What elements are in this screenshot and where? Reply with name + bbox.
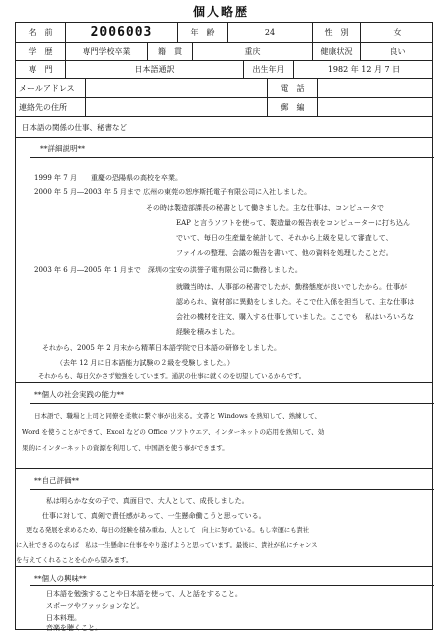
page-title: 個人略歴 (192, 5, 249, 19)
education-value: 専門学校卒業 (66, 43, 148, 60)
zip-label: 郵 編 (268, 98, 318, 116)
self-line: 私は明らかな女の子で、真面目で、大人として、成長しました。 (46, 497, 249, 505)
self-evaluation-section (16, 469, 432, 567)
phone-label: 電 話 (268, 79, 318, 97)
hobby-line: スポーツやファッションなど。 (46, 602, 144, 610)
self-title: **自己評価** (34, 476, 79, 485)
row-email (16, 79, 432, 98)
email-value (86, 79, 268, 97)
row-major (16, 61, 432, 79)
major-label: 専 門 (16, 61, 66, 78)
social-line: 日本語で、職場と上司と同僚を柔軟に繋ぐ事が出来る。文書と Windows を熟知して、熟練して、 (34, 412, 322, 420)
health-label: 健康状況 (313, 43, 361, 60)
age-label: 年 齢 (178, 23, 228, 42)
email-label: メールアドレス (16, 79, 86, 97)
hobby-section (16, 567, 432, 631)
address-value (86, 98, 268, 116)
zip-value (318, 98, 434, 116)
row-name (16, 23, 432, 43)
work-line: 2003 年 6 月―2005 年 1 月まで 深圳の宝安の洪誉子電有限公司に勤務しました。 (34, 266, 302, 274)
hobby-title: **個人の興味** (34, 574, 87, 583)
work-line: 認められ、資材部に異動をしました。そこで仕入係を担当して、主な仕事は (176, 298, 415, 306)
name-label: 名 前 (16, 23, 66, 42)
detail-title: **詳細説明** (40, 144, 85, 153)
self-line: 仕事に対して、真剣で責任感があって、一生懸命働こうと思っている。 (42, 512, 266, 520)
resume-form (15, 22, 433, 630)
name-value: 2006003 (66, 23, 178, 42)
birth-label: 出生年月 (244, 61, 294, 78)
work-line: 会社の機材を注文、購入する仕事していました。ここでも 私はいろいろな (176, 313, 414, 321)
work-line: 経験を積みました。 (176, 328, 239, 336)
work-line: それから、2005 年 2 月末から精華日本語学院で日本語の研修をしました。 (42, 344, 281, 352)
self-line: を与えてくれることを心から望みます。 (16, 556, 133, 564)
self-line: 更なる発展を求めるため、毎日の経験を積み重ね、人として 向上に努めている。もし幸運にも貴社 (26, 527, 310, 534)
major-value: 日本語通訳 (66, 61, 244, 78)
hobby-line: 音楽を聴くこと。 (46, 624, 102, 632)
work-line: （去年 12 月に日本語能力試験の２級を受験しました。） (56, 359, 234, 367)
work-line: ファイルの整理、会議の報告を書いて、他の資料を処理したことだ。 (176, 249, 393, 257)
work-line: 就職当時は、人事部の秘書でしたが、勤務態度が良いでしたから。仕事が (176, 283, 407, 291)
self-line: に入社できるのならば 私は一生懸命に仕事をやり遂げようと思っています。最後に、貴社が私にチャンス (16, 542, 318, 549)
health-value: 良い (389, 47, 406, 56)
work-line: それからも、毎日欠かさず勉強をしています。通訳の仕事に就くのを切望しているからです。 (38, 372, 306, 380)
sex-label: 性 別 (313, 23, 361, 42)
hobby-line: 日本料理。 (46, 614, 81, 622)
social-line: 果的にインターネットの資源を利用して、中国語を使う事ができます。 (22, 444, 229, 452)
origin-value: 重庆 (193, 43, 313, 60)
work-line: でいて、毎日の生産量を統計して、それから上級を見して審査して、 (176, 234, 393, 242)
row-address (16, 98, 432, 117)
social-title: **個人の社会実践の能力** (34, 390, 124, 399)
social-section (16, 383, 432, 469)
work-line: その時は製造部課長の秘書として働きました。主な仕事は、コンピュータで (146, 204, 384, 212)
address-label: 連絡先の住所 (16, 98, 86, 116)
sex-value: 女 (393, 28, 402, 37)
work-line: 2000 年 5 月―2003 年 5 月まで 広州の東莞の恕序斯托電子有限公司に入社しました。 (34, 188, 312, 196)
birth-value: 1982 年 12 月 7 日 (327, 65, 401, 74)
work-line: EAP と言うソフトを使って、製造量の報告表をコンピューターに打ち込ん (176, 219, 410, 227)
origin-label: 籍 貫 (148, 43, 193, 60)
social-line: Word を使うことができて、Excel などの Office ソフトウエア、インターネットの応用を熟知して、効 (22, 428, 325, 436)
education-label: 学 歴 (16, 43, 66, 60)
row-education (16, 43, 432, 61)
work-section-title: 日本語の関係の仕事、秘書など (22, 123, 127, 132)
work-history-section (16, 117, 432, 383)
phone-value (318, 79, 434, 97)
hobby-line: 日本語を勉強することや日本語を使って、人と話をすること。 (46, 590, 242, 598)
age-value: 24 (228, 23, 313, 42)
work-line: 1999 年 7 月 重慶の恐陽県の高校を卒業。 (34, 174, 182, 182)
